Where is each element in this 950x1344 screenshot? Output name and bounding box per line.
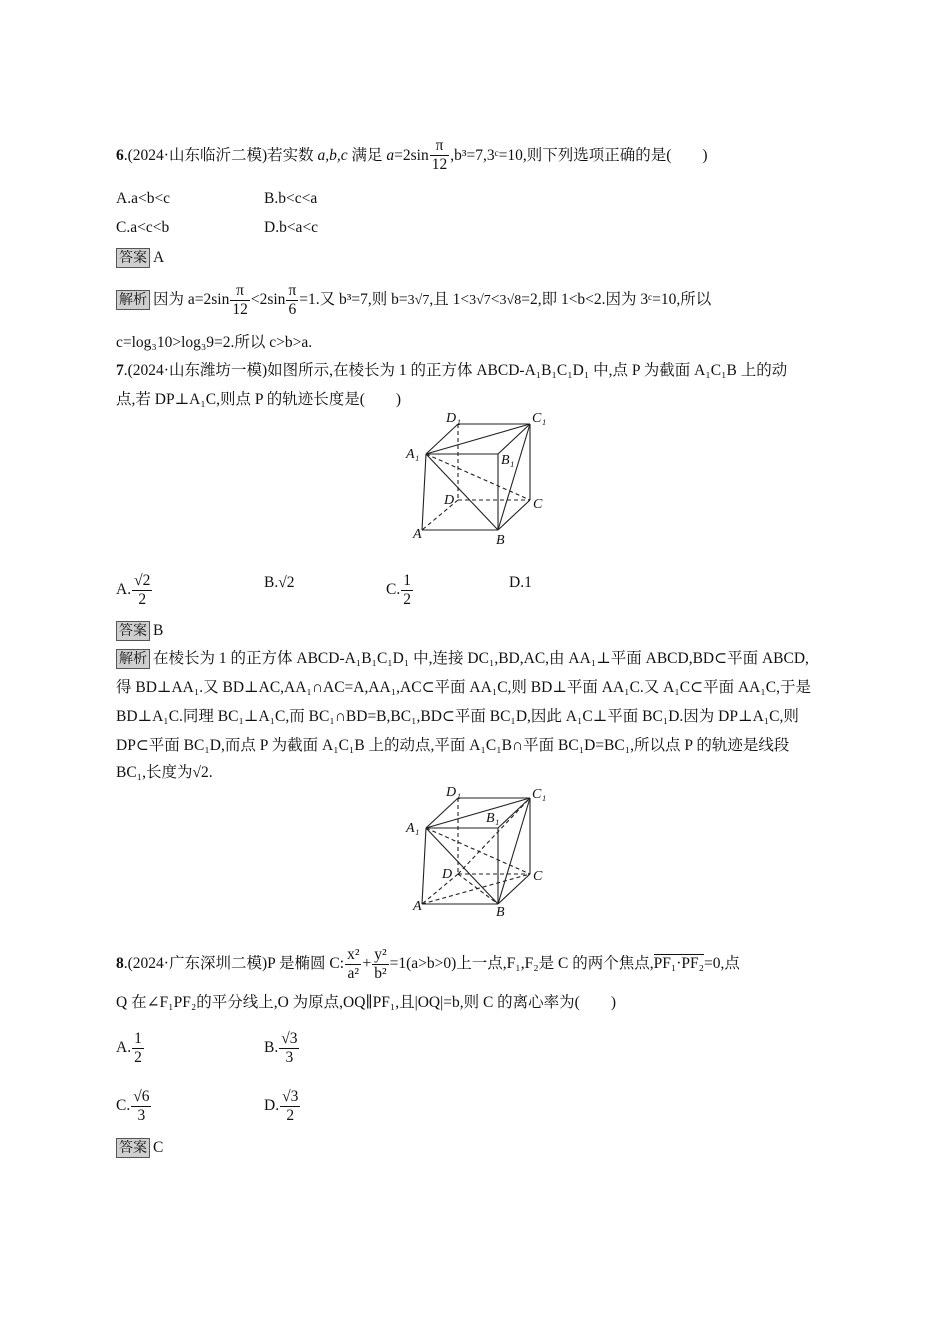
label-b: B: [496, 905, 505, 920]
q6-option-b[interactable]: B.b<c<a: [264, 190, 318, 207]
answer-tag: 答案: [116, 1138, 150, 1158]
q8-option-d[interactable]: D. $\frac{√3}{2}$: [264, 1088, 299, 1124]
q7-analysis-line1: 解析 在棱长为 1 的正方体 ABCD-A₁B₁C₁D₁ 中,连接 DC₁,BD,AC,由 AA₁⊥平面 ABCD,BD⊂平面 ABCD,: [116, 648, 809, 670]
q6-option-d[interactable]: D.b<a<c: [264, 219, 319, 236]
label-b1: B₁: [501, 453, 515, 468]
q7-option-d[interactable]: D.1: [509, 574, 532, 591]
label-c: C: [533, 869, 543, 884]
label-a1: A₁: [406, 447, 420, 462]
q6-analysis-line2: c=log₃10>log₃9=2.所以 c>b>a.: [116, 334, 313, 351]
label-d: D: [444, 493, 455, 508]
q6-option-c[interactable]: C.a<c<b: [116, 219, 170, 236]
label-c1: C₁: [532, 411, 547, 426]
label-a: A: [413, 527, 422, 542]
q8-option-b[interactable]: B. $\frac{√3}{3}$: [264, 1030, 298, 1066]
q8-option-c[interactable]: C. $\frac{√6}{3}$: [116, 1088, 150, 1124]
label-d1: D₁: [446, 785, 461, 800]
q7-answer: 答案 B: [116, 620, 163, 642]
q7-stem-line2: 点,若 DP⊥A₁C,则点 P 的轨迹长度是( ): [116, 391, 402, 408]
q8-answer: 答案 C: [116, 1137, 163, 1159]
label-a: A: [413, 899, 422, 914]
q6-analysis-line1: 解析 因为 a=2sin $\frac{\pi}{12}$ <2sin $\frac{\pi}{6}$ =1.又 b³=7,则 b=3√7,且 1<3√7<3√8=2,即 1<b<2.因为 3ᶜ=10,所以: [116, 282, 711, 319]
q6-answer: 答案 A: [116, 247, 164, 269]
label-c1: C₁: [532, 787, 547, 802]
q7-analysis-figure: [400, 782, 560, 924]
label-d: D: [442, 867, 453, 882]
q6-stem: 6.(2024·山东临沂二模)若实数 a,b,c 满足 a=2sin $\frac{\pi}{12}$ ,b³=7,3ᶜ=10,则下列选项正确的是( ): [116, 137, 708, 173]
q7-cube-figure: [400, 408, 560, 550]
q6-option-a[interactable]: A.a<b<c: [116, 190, 171, 207]
label-b: B: [496, 533, 505, 548]
label-d1: D₁: [446, 411, 461, 426]
q7-option-b[interactable]: B.√2: [264, 574, 295, 591]
label-c: C: [533, 497, 543, 512]
analysis-tag: 解析: [116, 290, 150, 310]
q8-option-a[interactable]: A. $\frac{1}{2}$: [116, 1030, 142, 1066]
answer-tag: 答案: [116, 621, 150, 641]
q7-analysis-line2: 得 BD⊥AA₁.又 BD⊥AC,AA₁∩AC=A,AA₁,AC⊂平面 AA₁C,则 BD⊥平面 AA₁C.又 A₁C⊂平面 AA₁C,于是: [116, 679, 811, 696]
q7-analysis-line4: DP⊂平面 BC₁D,而点 P 为截面 A₁C₁B 上的动点,平面 A₁C₁B∩平面 BC₁D=BC₁,所以点 P 的轨迹是线段: [116, 737, 790, 754]
q7-analysis-line3: BD⊥A₁C.同理 BC₁⊥A₁C,而 BC₁∩BD=B,BC₁,BD⊂平面 BC₁D,因此 A₁C⊥平面 BC₁D.因为 DP⊥A₁C,则: [116, 708, 799, 725]
q7-stem-line1: 7.(2024·山东潍坊一模)如图所示,在棱长为 1 的正方体 ABCD-A₁B₁C₁D₁ 中,点 P 为截面 A₁C₁B 上的动: [116, 362, 788, 379]
answer-tag: 答案: [116, 248, 150, 268]
q8-stem-line2: Q 在∠F₁PF₂的平分线上,O 为原点,OQ∥PF₁,且|OQ|=b,则 C 的离心率为( ): [116, 994, 616, 1011]
q7-analysis-line5: BC₁,长度为√2.: [116, 764, 213, 781]
q7-option-a[interactable]: A. $\frac{√2}{2}$: [116, 572, 151, 608]
label-b1: B₁: [486, 811, 500, 826]
analysis-tag: 解析: [116, 649, 150, 669]
q8-stem-line1: 8.(2024·广东深圳二模)P 是椭圆 C: $\frac{\text{x²}}{\text{a²}}$ + $\frac{\text{y²}}{\text{b²}}$ =1(a>b>0)上一点,F₁,F₂是 C 的两个焦点,PF₁·PF₂=0,点: [116, 946, 740, 982]
label-a1: A₁: [406, 821, 420, 836]
q7-option-c[interactable]: C. $\frac{1}{2}$: [386, 572, 411, 608]
